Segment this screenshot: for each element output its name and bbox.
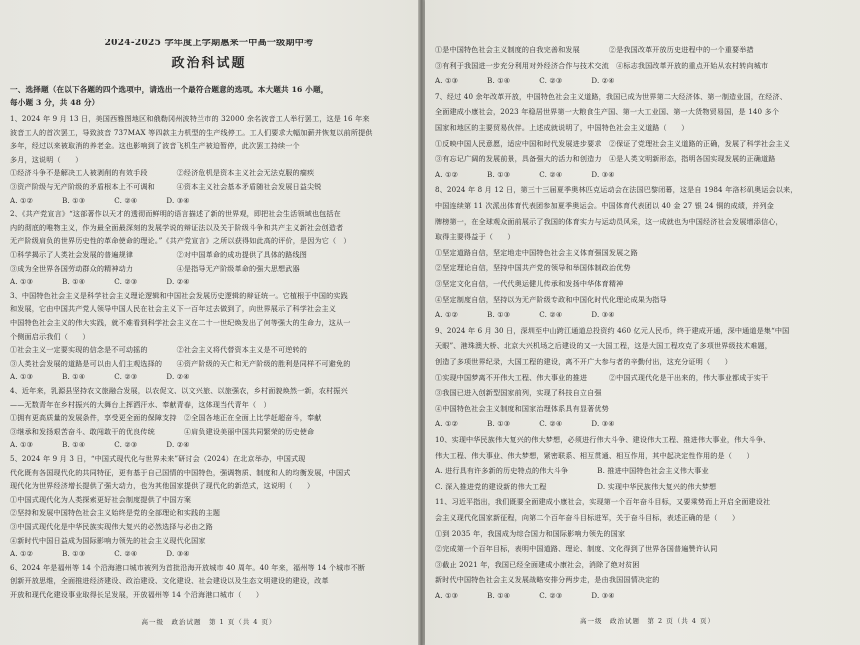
question-line: A. 进行具有许多新的历史特点的伟大斗争 B. 推进中国特色社会主义伟大事业	[435, 466, 709, 476]
exam-header: 2024-2025 学年度上学期惠来一中高一级期中考	[104, 39, 314, 48]
question-line: ——无数青年在乡村振兴的大舞台上挥洒汗水、奉献青春，这体现当代青年（ ）	[10, 399, 271, 409]
question-line: A. ①③ B. ①④ C. ②③ D. ②④	[10, 440, 190, 450]
question-line: 11、习近平指出，我们既要全面建成小康社会，实现第一个百年奋斗目标，又要乘势而上开启全面建设社	[435, 497, 771, 507]
question-line: 无产阶级肩负的世界历史性的革命使命的理论。”《共产党宣言》之所以获得如此高的评价，是因为它（ ）	[10, 236, 351, 246]
question-line: 3、中国特色社会主义是科学社会主义理论逻辑和中国社会发展历史逻辑的辩证统一。它植根于中国的实践	[10, 290, 348, 300]
question-line: ①坚定道路自信，坚定地走中国特色社会主义体育强国发展之路	[435, 247, 638, 257]
page-footer: 高一级 政治试题 第 1 页（共 4 页）	[141, 618, 277, 626]
question-line: A. ①③ B. ①④ C. ②③ D. ②④	[10, 277, 190, 287]
question-line: A. ①② B. ①③ C. ②④ D. ③④	[435, 310, 615, 320]
question-line: 内的彻底的唯物主义，作为最全面最深刻的发展学说的辩证法以及关于阶级斗争和共产主义新社会创造者	[10, 222, 344, 232]
exam-page-left	[0, 0, 418, 645]
question-line: ①拥有更高质量的发展条件，享受更全面的保障支持 ②全国各地正在全面上比学赶超奋斗，奉献	[10, 413, 322, 423]
question-line: ②坚定理论自信，坚持中国共产党的领导和举国体制政治优势	[435, 263, 631, 273]
question-line: ②坚持和发展中国特色社会主义始终是党的全部理论和实践的主题	[10, 508, 221, 518]
question-line: 6、2024 年是福州等 14 个沿海港口城市被列为首批沿海开放城市 40 周年。40 年来，福州等 14 个城市不断	[10, 562, 366, 572]
question-line: A. ①② B. ①③ C. ②④ D. ③④	[435, 419, 615, 429]
question-line: 和发展，它由中国共产党人领导中国人民在社会主义下一百年过去做到了，向世界展示了科学社会主义	[10, 304, 336, 314]
question-line: C. 深入推进党的建设新的伟大工程 D. 实现中华民族伟大复兴的伟大梦想	[435, 481, 717, 491]
question-line: ④中国特色社会主义制度和国家治理体系具有显著优势	[435, 403, 609, 413]
question-line: A. ①② B. ①③ C. ②④ D. ③④	[10, 549, 190, 559]
question-line: A. ①③ B. ①④ C. ②③ D. ③④	[435, 591, 615, 600]
question-line: ③有忘记广阔的发展前景，具备强大的活力和创造力 ④是人类文明新形态，指明各国实现发展的正确道路	[435, 154, 776, 164]
question-line: ③资产阶级与无产阶级的矛盾根本上不可调和 ④资本主义社会基本矛盾随社会发展日益尖锐	[10, 182, 322, 191]
question-line: ①中国式现代化为人类探索更好社会制度提供了中国方案	[10, 494, 192, 504]
question-line: 波音工人的首次罢工，导致波音 737MAX 等四款主力机型的生产线停工。工人们要求大幅加薪并恢复以前所提供	[10, 127, 373, 137]
question-line: ③截止 2021 年，我国已经全面建成小康社会，消除了绝对贫困	[435, 559, 640, 569]
question-line: 9、2024 年 6 月 30 日，深圳至中山跨江通道总投资约 460 亿元人民币，终于建成开通，深中通道是集“中国	[435, 325, 790, 335]
question-line: 7、经过 40 余年改革开放，中国特色社会主义道路，我国已成为世界第二大经济体、第一制造业国，在经济、	[435, 91, 788, 101]
question-line: 个侧面启示我们（ ）	[10, 331, 90, 341]
question-line: 现代化为世界经济增长提供了强大动力，也为其他国家提供了现代化的新范式，这说明（ ）	[10, 481, 315, 491]
question-line: 中国特色社会主义的伟大实践，就不难看到科学社会主义在二十一世纪焕发出了何等强大的生命力，这从一	[10, 318, 351, 327]
question-line: 5、2024 年 9 月 3 日，“中国式现代化与世界未来”研讨会（2024）在北京举办，中国式现	[10, 454, 306, 463]
question-line: 牌榜第一，在全球观众面前展示了我国的体育实力与运动员风采，这一成就也为中国经济社会发展增添信心，	[435, 216, 783, 226]
question-line: 创新开放思维，全面推进经济建设、政治建设、文化建设、社会建设以及生态文明建设的建设，改革	[10, 576, 329, 586]
question-line: 多月，这说明（ ）	[10, 154, 83, 164]
question-line: ③成为全世界各国劳动群众的精神动力 ④是指导无产阶级革命的强大思想武器	[10, 263, 300, 273]
question-line: ①是中国特色社会主义制度的自我完善和发展 ②是我国改革开放历史进程中的一个重要举措	[435, 45, 754, 54]
question-line: 10、实现中华民族伟大复兴的伟大梦想，必须进行伟大斗争、建设伟大工程、推进伟大事业，伟大斗争、	[435, 435, 771, 444]
section-heading: 一、选择题（在以下各题的四个选项中，请选出一个最符合题意的选项。本大题共 16 小题，	[10, 85, 329, 94]
question-line: ④新时代中国日益成为国际影响力领先的社会主义现代化国家	[10, 535, 206, 545]
question-line: ①社会主义一定要实现的信念是不可动摇的 ②社会主义将代替资本主义是不可逆转的	[10, 345, 307, 355]
question-line: ③我国已进入创新型国家前列，实现了科技自立自强	[435, 388, 602, 398]
question-line: ①实现中国梦离不开伟大工程、伟大事业的推进 ②中国式现代化是干出来的，伟大事业都成于实干	[435, 372, 769, 382]
page-title: 政治科试题	[171, 56, 247, 71]
exam-page-right	[425, 0, 860, 645]
section-heading-2: 每小题 3 分，共 48 分）	[10, 98, 100, 107]
page-footer: 高一级 政治试题 第 2 页（共 4 页）	[579, 617, 716, 625]
question-line: 中国连续第 11 次派出体育代表团参加夏季奥运会。中国体育代表团以 40 金 27 银 24 铜的成绩，并列金	[435, 201, 775, 210]
question-line: 取得主要得益于（ ）	[435, 232, 515, 242]
question-line: 多年，经过以来被取消的养老金。这也影响到了波音飞机生产被迫暂停，此次罢工持续一个	[10, 141, 300, 151]
question-line: A. ①③ B. ①④ C. ②③ D. ②④	[435, 76, 615, 86]
question-line: A. ①② B. ①③ C. ②④ D. ③④	[10, 195, 190, 205]
question-line: 8、2024 年 8 月 12 日，第三十三届夏季奥林匹克运动会在法国巴黎闭幕，这是自 1984 年洛杉矶奥运会以来，	[435, 185, 798, 195]
book-gutter	[418, 0, 425, 645]
question-line: 代化既有各国现代化的共同特征，更有基于自己国情的中国特色，强调物质、制度和人的均衡发展，中国式	[10, 467, 351, 477]
question-line: 1、2024 年 9 月 13 日，美国西雅图地区和俄勒冈州波特兰市的 32000 余名波音工人举行罢工，这是 16 年来	[10, 114, 370, 123]
question-line: ③坚定文化自信，一代代奥运健儿传承和发扬中华体育精神	[435, 279, 624, 288]
question-line: A. ①③ B. ①④ C. ②③ D. ②④	[10, 372, 190, 382]
question-line: 天眼”、港珠澳大桥、北京大兴机场之后建设的又一大国工程，这是大国工程攻克了多项世界级技术难题，	[435, 341, 772, 351]
question-line: 全面建成小康社会，2023 年稳居世界第一大粮食生产国、第一大工业国、第一大货物贸易国，是 140 多个	[435, 107, 780, 117]
question-line: ①到 2035 年，我国成为综合国力和国际影响力领先的国家	[435, 528, 626, 538]
question-line: 新时代中国特色社会主义发展战略安排分两步走，是由我国国情决定的	[435, 575, 660, 585]
question-line: 国家和地区的主要贸易伙伴。上述成就说明了，中国特色社会主义道路（ ）	[435, 123, 689, 132]
question-line: 会主义现代化国家新征程，向第二个百年奋斗目标进军，关于奋斗目标，表述正确的是（ ）	[435, 513, 740, 522]
question-line: 2、《共产党宣言》“这部著作以天才的透彻而鲜明的语言描述了新的世界观，即把社会生活领域也包括在	[10, 209, 341, 219]
question-line: 4、近年来，乳源县坚持农文旅融合发展，以农促文、以文兴旅、以旅强农，乡村面貌焕然一新，农村振兴	[10, 386, 348, 395]
question-line: ①科学揭示了人类社会发展的普遍规律 ②对中国革命的成功提供了具体的路线图	[10, 250, 307, 259]
question-line: A. ①② B. ①③ C. ②④ D. ③④	[435, 169, 615, 179]
question-line: ③中国式现代化是中华民族实现伟大复兴的必然选择与必由之路	[10, 522, 213, 531]
question-line: ④坚定制度自信，坚持以为无产阶级专政和中国化时代化理论成果为指导	[435, 294, 667, 304]
question-line: ③继承和发扬艰苦奋斗、敢闯敢干的优良传统 ④肩负建设美丽中国共同繁荣的历史使命	[10, 426, 315, 436]
question-line: ②完成第一个百年目标，表明中国道路、理论、制度、文化得到了世界各国普遍赞许认同	[435, 544, 718, 554]
question-line: 开放和现代化建设事业取得长足发展，开放福州等 14 个沿海港口城市（ ）	[10, 590, 264, 599]
question-line: ③人类社会发展的道路是可以由人们主观选择的 ④资产阶级的天亡和无产阶级的胜利是同样不可避免的	[10, 358, 351, 368]
question-line: 创造了多项世界纪录，大国工程的建设，离不开广大参与者的辛勤付出，这充分证明（ ）	[435, 357, 732, 366]
question-line: ③有利于我国进一步充分利用对外经济合作与技术交流 ④标志我国改革开放的重点开始从农村转向城市	[435, 60, 769, 70]
question-line: ①反映中国人民意愿，适应中国和时代发展进步要求 ②保证了党理社会主义道路的正确，发展了科学社会主义	[435, 138, 790, 148]
question-line: 伟大工程、伟大事业、伟大梦想，紧密联系、相互贯通、相互作用，其中起决定性作用的是（ ）	[435, 450, 754, 460]
question-line: ①经济斗争不是解决工人被剥削的有效手段 ②经济危机是资本主义社会无法克服的痼疾	[10, 168, 315, 178]
